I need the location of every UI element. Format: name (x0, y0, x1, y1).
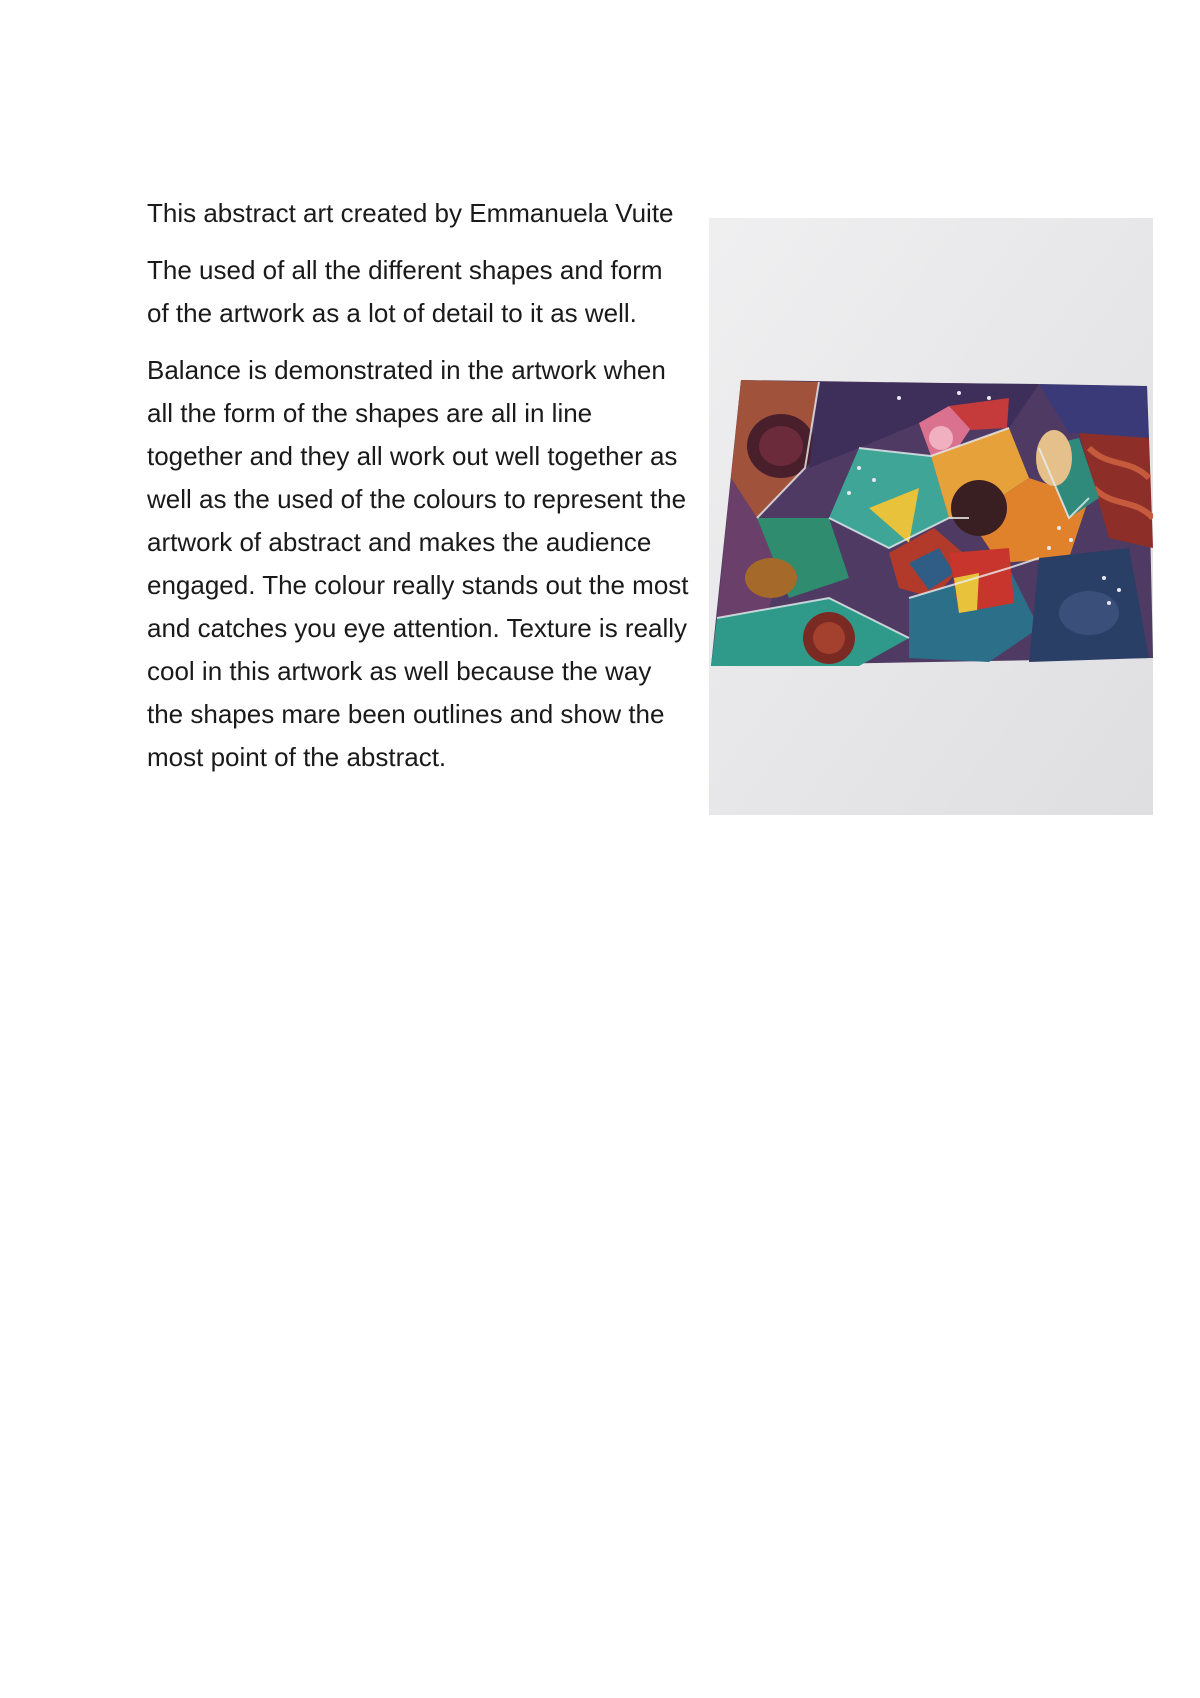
paragraph-shapes: The used of all the different shapes and form of the artwork as a lot of detail to it as well. (147, 255, 663, 328)
abstract-painting-photo-icon (709, 218, 1153, 815)
title-paragraph: This abstract art created by Emmanuela Vuite (147, 198, 674, 228)
document-body (147, 192, 1047, 821)
artwork-photo (709, 218, 1153, 815)
paragraph-balance: Balance is demonstrated in the artwork when all the form of the shapes are all in line together and they all work out well together as well as the used of the colours to represent the artwork of abstract and makes the audience engaged. The colour really stands out the most and catches you eye attention. Texture is really cool in this artwork as well because the way the shapes mare been outlines and show the most point of the abstract. (147, 355, 689, 772)
